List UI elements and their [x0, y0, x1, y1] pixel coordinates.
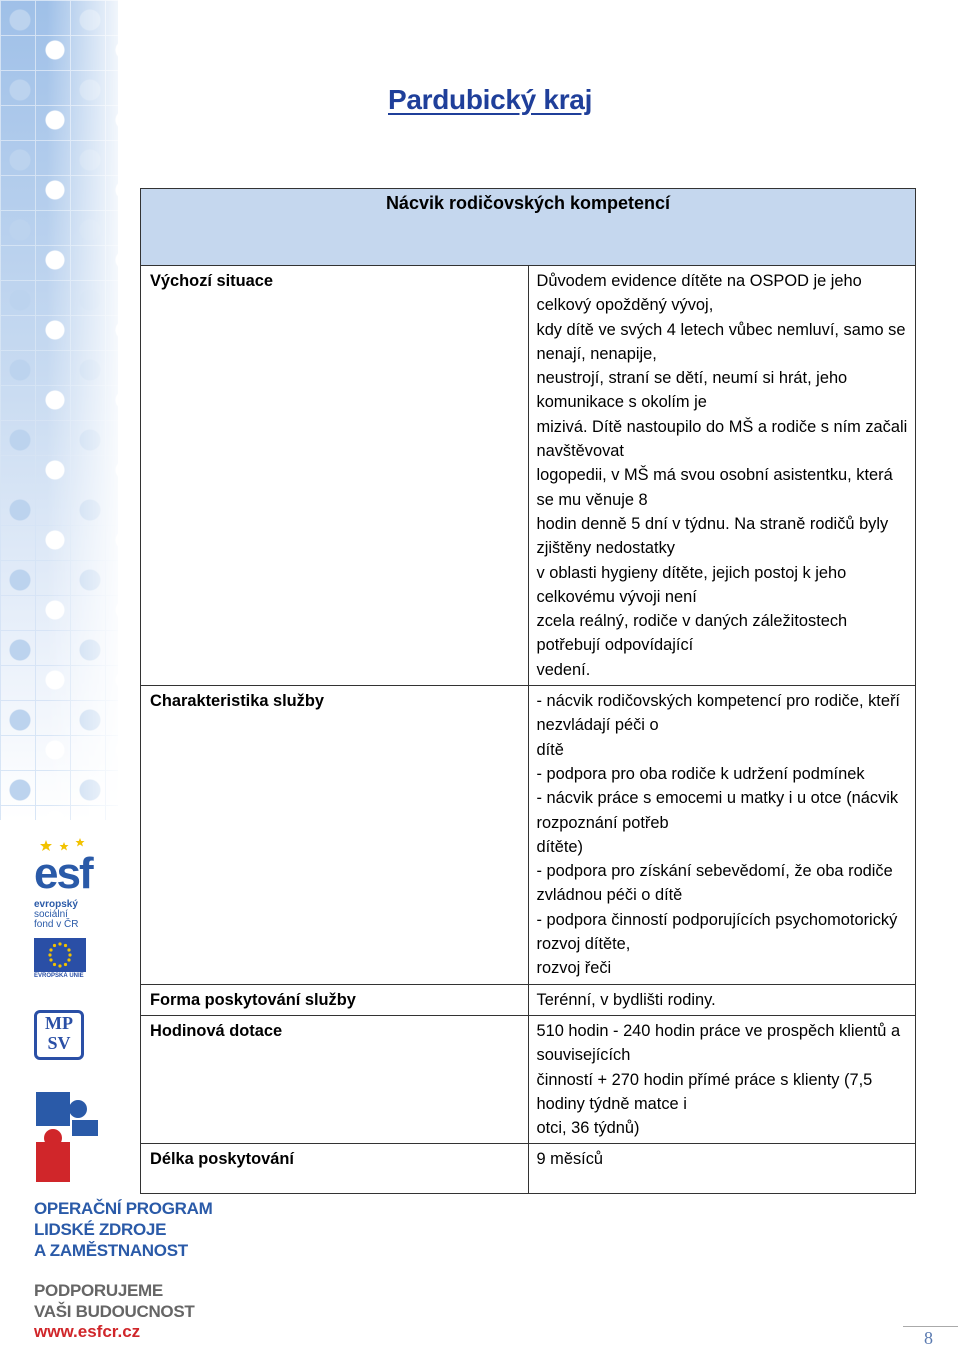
puzzle-logo-icon — [34, 1090, 102, 1190]
table-header-row — [141, 189, 916, 266]
row-label: Forma poskytování služby — [141, 984, 529, 1015]
esf-subtitle: evropský sociální fond v ČR — [34, 899, 79, 930]
page-number: 8 — [924, 1328, 933, 1348]
table-row — [141, 266, 916, 686]
table-row — [141, 1144, 916, 1194]
row-value: Terénní, v bydlišti rodiny. — [528, 984, 916, 1015]
row-label: Výchozí situace — [141, 266, 529, 686]
eu-flag-icon — [34, 938, 86, 972]
esf-wordmark: esf — [34, 849, 92, 898]
row-label: Charakteristika služby — [141, 686, 529, 985]
mpsv-logo: MP SV — [34, 1010, 84, 1060]
slogan-text: PODPORUJEME VAŠI BUDOUCNOST — [34, 1281, 195, 1321]
table-row — [141, 984, 916, 1015]
website-link[interactable]: www.esfcr.cz — [34, 1322, 141, 1341]
table-row — [141, 686, 916, 985]
row-value: - nácvik rodičovských kompetencí pro rodiče, kteří nezvládají péči o dítě - podpora pro oba rodiče k udržení podmínek - nácvik práce s emocemi u matky i u otce (nácvik rozpoznání potřeb dítěte) - podpora pro získání sebevědomí, že oba rodiče zvládnou péči o dítě - podpora činností podporujících psychomotorický rozvoj dítěte, rozvoj řeči — [528, 686, 916, 985]
table-row — [141, 1015, 916, 1143]
eu-caption: EVROPSKÁ UNIE — [34, 973, 84, 979]
op-program-text: OPERAČNÍ PROGRAM LIDSKÉ ZDROJE A ZAMĚSTNANOST — [34, 1199, 213, 1260]
row-label: Délka poskytování — [141, 1144, 529, 1194]
row-value: 510 hodin - 240 hodin práce ve prospěch klientů a souvisejících činností + 270 hodin přímé práce s klienty (7,5 hodiny týdně matce i otci, 36 týdnů) — [528, 1015, 916, 1143]
row-value: Důvodem evidence dítěte na OSPOD je jeho celkový opožděný vývoj, kdy dítě ve svých 4 letech vůbec nemluví, samo se nenají, nenapije, neustrojí, straní se dětí, neumí si hrát, jeho komunikace s okolím je mizivá. Dítě nastoupilo do MŠ a rodiče s ním začali navštěvovat logopedii, v MŠ má svou osobní asistentku, která se mu věnuje 8 hodin denně 5 dní v týdnu. Na straně rodičů byly zjištěny nedostatky v oblasti hygieny dítěte, jejich postoj k jeho celkovému vývoji není zcela reálný, rodiče v daných záležitostech potřebují odpovídající vedení. — [528, 266, 916, 686]
footer-rule — [903, 1326, 958, 1327]
row-label: Hodinová dotace — [141, 1015, 529, 1143]
puzzle-background-strip — [0, 0, 118, 820]
page-title: Pardubický kraj — [388, 84, 593, 115]
service-table — [140, 188, 916, 1194]
table-header: Nácvik rodičovských kompetencí — [141, 189, 916, 266]
row-value: 9 měsíců — [528, 1144, 916, 1194]
